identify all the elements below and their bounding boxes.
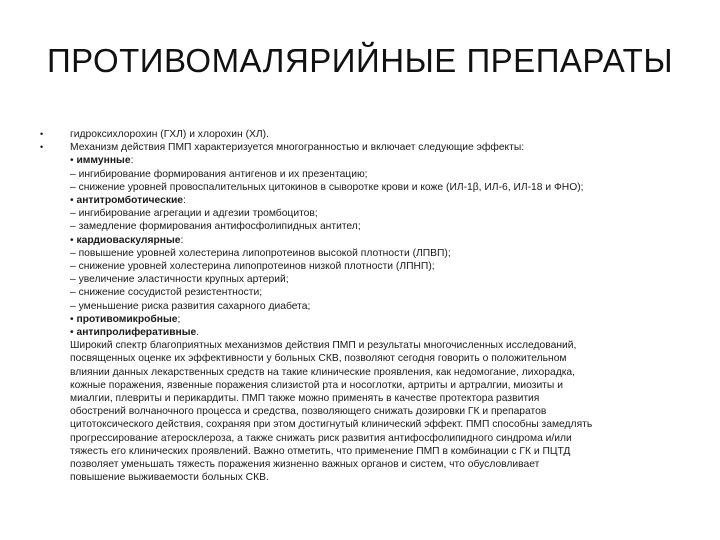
effect-heading-suffix: ; — [177, 313, 181, 325]
effect-heading-suffix: : — [180, 234, 184, 246]
effect-line: – ингибирование формирования антигенов и их презентацию; — [70, 168, 368, 180]
drugs-text: гидроксихлорохин (ГХЛ) и хлорохин (ХЛ). — [70, 129, 269, 140]
bullet-item-mechanism — [40, 141, 690, 484]
effect-heading-antithrombotic — [70, 194, 690, 207]
effect-heading-text: иммунные — [76, 155, 131, 167]
effect-heading-text: противомикробные — [76, 313, 178, 325]
sub-bullet: • — [70, 313, 77, 325]
effect-heading-cardiovascular — [70, 234, 690, 247]
effect-heading-text: антитромботические — [76, 195, 184, 207]
effect-heading-suffix: : — [183, 195, 186, 207]
effect-line: – увеличение эластичности крупных артерий; — [70, 274, 289, 286]
slide-title: ПРОТИВОМАЛЯРИЙНЫЕ ПРЕПАРАТЫ — [46, 42, 674, 79]
effect-line: – снижение сосудистой резистентности; — [70, 287, 263, 299]
effect-line: – снижение уровней холестерина липопротеинов низкой плотности (ЛПНП); — [70, 261, 435, 273]
effect-line: – снижение уровней провоспалительных цитокинов в сыворотке крови и коже (ИЛ-1β, ИЛ-6, ИЛ-18 и ФНО); — [70, 181, 584, 193]
summary-paragraph — [70, 339, 690, 484]
paragraph-line: повышение выживаемости больных СКВ. — [70, 472, 269, 484]
sub-bullet: • — [70, 195, 77, 207]
slide-content — [40, 128, 690, 484]
paragraph-line: тяжесть его клинических проявлений. Важно отметить, что применение ПМП в комбинации с ГК и ПЦТД — [70, 445, 571, 457]
bullet-item-drugs — [40, 128, 690, 141]
paragraph-line: прогрессирование атеросклероза, а также снижать риск развития антифосфолипидного синдрома и/или — [70, 432, 572, 444]
effect-heading-immune — [70, 154, 690, 167]
sub-bullet: • — [70, 155, 77, 167]
effect-heading-antiproliferative — [70, 326, 690, 339]
bullet-marker: • — [40, 129, 44, 139]
effect-line: – повышение уровней холестерина липопротеинов высокой плотности (ЛПВП); — [70, 247, 451, 259]
effect-line: – замедление формирования антифосфолипидных антител; — [70, 221, 361, 233]
effect-heading-suffix: . — [196, 327, 200, 339]
paragraph-line: цитотоксического действия, сохраняя при этом достигнутый клинический эффект. ПМП способны замедлять — [70, 419, 593, 431]
bullet-marker: • — [40, 142, 44, 153]
paragraph-line: обострений волчаночного процесса и средства, позволяющего снижать дозировки ГК и препаратов — [70, 406, 547, 418]
effect-heading-antimicrobial — [70, 313, 690, 326]
sub-bullet: • — [70, 327, 77, 339]
paragraph-line: кожные поражения, язвенные поражения слизистой рта и носоглотки, артриты и артралгии, миозиты и — [70, 379, 563, 391]
paragraph-line: посвященных оценке их эффективности у больных СКВ, позволяют сегодня говорить о положительном — [70, 353, 567, 365]
effect-heading-suffix: : — [130, 155, 134, 167]
effect-line: – ингибирование агрегации и адгезии тромбоцитов; — [70, 208, 318, 220]
mechanism-intro: Механизм действия ПМП характеризуется многогранностью и включает следующие эффекты: — [70, 142, 525, 154]
effect-heading-text: антипролиферативные — [76, 327, 197, 339]
sub-bullet: • — [70, 234, 77, 246]
paragraph-line: позволяет уменьшать тяжесть поражения жизненно важных органов и систем, что обусловливает — [70, 459, 540, 471]
paragraph-line: миалгии, плевриты и перикардиты. ПМП также можно применять в качестве протектора развития — [70, 393, 540, 405]
effect-heading-text: кардиоваскулярные — [76, 234, 181, 246]
paragraph-line: Широкий спектр благоприятных механизмов действия ПМП и результаты многочисленных исследований, — [70, 340, 577, 352]
paragraph-line: влиянии данных лекарственных средств на такие клинические проявления, как недомогание, лихорадка, — [70, 366, 576, 378]
effect-line: – уменьшение риска развития сахарного диабета; — [70, 300, 311, 312]
